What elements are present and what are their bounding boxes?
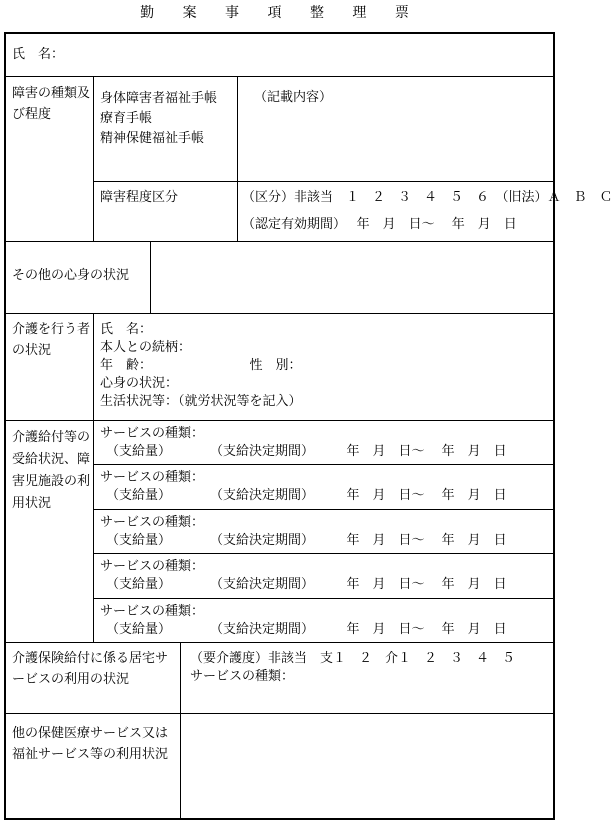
row-divider <box>93 509 553 510</box>
benefits-label: 介護給付等の受給状況、障害児施設の利用状況 <box>12 430 91 511</box>
service-detail-line: （支給量） （支給決定期間） 年 月 日～ 年 月 日 <box>106 488 507 503</box>
row-divider <box>6 642 553 643</box>
caregiver-label: 介護を行う者の状況 <box>12 322 91 358</box>
notes-label: （記載内容） <box>254 90 333 105</box>
caregiver-condition-line: 心身の状況： <box>100 376 179 391</box>
notebook-physical: 身体障害者福祉手帳 <box>100 91 218 106</box>
caregiver-name-line: 氏 名： <box>100 322 153 337</box>
service-type-line: サービスの種類： <box>100 515 205 530</box>
caregiver-living-line: 生活状況等：（就労状況等を記入） <box>100 394 302 409</box>
notebook-rehabilitation: 療育手帳 <box>100 111 153 126</box>
degree-label: 障害程度区分 <box>100 190 179 205</box>
row-divider <box>93 181 553 182</box>
ltc-service-line: サービスの種類： <box>190 669 295 684</box>
caregiver-relation-line: 本人との続柄： <box>100 340 192 355</box>
service-type-line: サービスの種類： <box>100 559 205 574</box>
row-divider <box>6 713 553 714</box>
column-divider <box>180 642 181 818</box>
row-divider <box>93 553 553 554</box>
row-divider <box>6 313 553 314</box>
column-divider <box>93 313 94 642</box>
column-divider <box>237 76 238 241</box>
service-detail-line: （支給量） （支給決定期間） 年 月 日～ 年 月 日 <box>106 622 507 637</box>
row-divider <box>6 241 553 242</box>
row-divider <box>6 76 553 77</box>
caregiver-age-gender-line: 年 齢： 性 別： <box>100 358 302 373</box>
notebook-mental: 精神保健福祉手帳 <box>100 131 205 146</box>
column-divider <box>150 241 151 313</box>
service-type-line: サービスの種類： <box>100 470 205 485</box>
form-table <box>4 32 613 820</box>
name-label: 氏 名： <box>12 47 65 62</box>
service-detail-line: （支給量） （支給決定期間） 年 月 日～ 年 月 日 <box>106 533 507 548</box>
column-divider <box>93 76 94 241</box>
other-condition-label: その他の心身の状況 <box>12 268 130 283</box>
row-divider <box>6 420 553 421</box>
ltc-insurance-label: 介護保険給付に係る居宅サービスの利用の状況 <box>12 651 169 687</box>
service-detail-line: （支給量） （支給決定期間） 年 月 日～ 年 月 日 <box>106 444 507 459</box>
service-detail-line: （支給量） （支給決定期間） 年 月 日～ 年 月 日 <box>106 577 507 592</box>
other-services-label: 他の保健医療サービス又は福祉サービス等の利用状況 <box>12 726 169 762</box>
degree-line: （区分）非該当 １ ２ ３ ４ ５ ６ （旧法）Ａ Ｂ Ｃ <box>242 190 613 205</box>
disability-label: 障害の種類及び程度 <box>12 86 91 122</box>
service-type-line: サービスの種類： <box>100 604 205 619</box>
validity-line: （認定有効期間） 年 月 日～ 年 月 日 <box>242 217 517 232</box>
care-level-line: （要介護度）非該当 支１ ２ 介１ ２ ３ ４ ５ <box>190 651 516 666</box>
row-divider <box>93 598 553 599</box>
row-divider <box>93 464 553 465</box>
form-title: 勤 案 事 項 整 理 票 <box>140 5 421 21</box>
service-type-line: サービスの種類： <box>100 426 205 441</box>
